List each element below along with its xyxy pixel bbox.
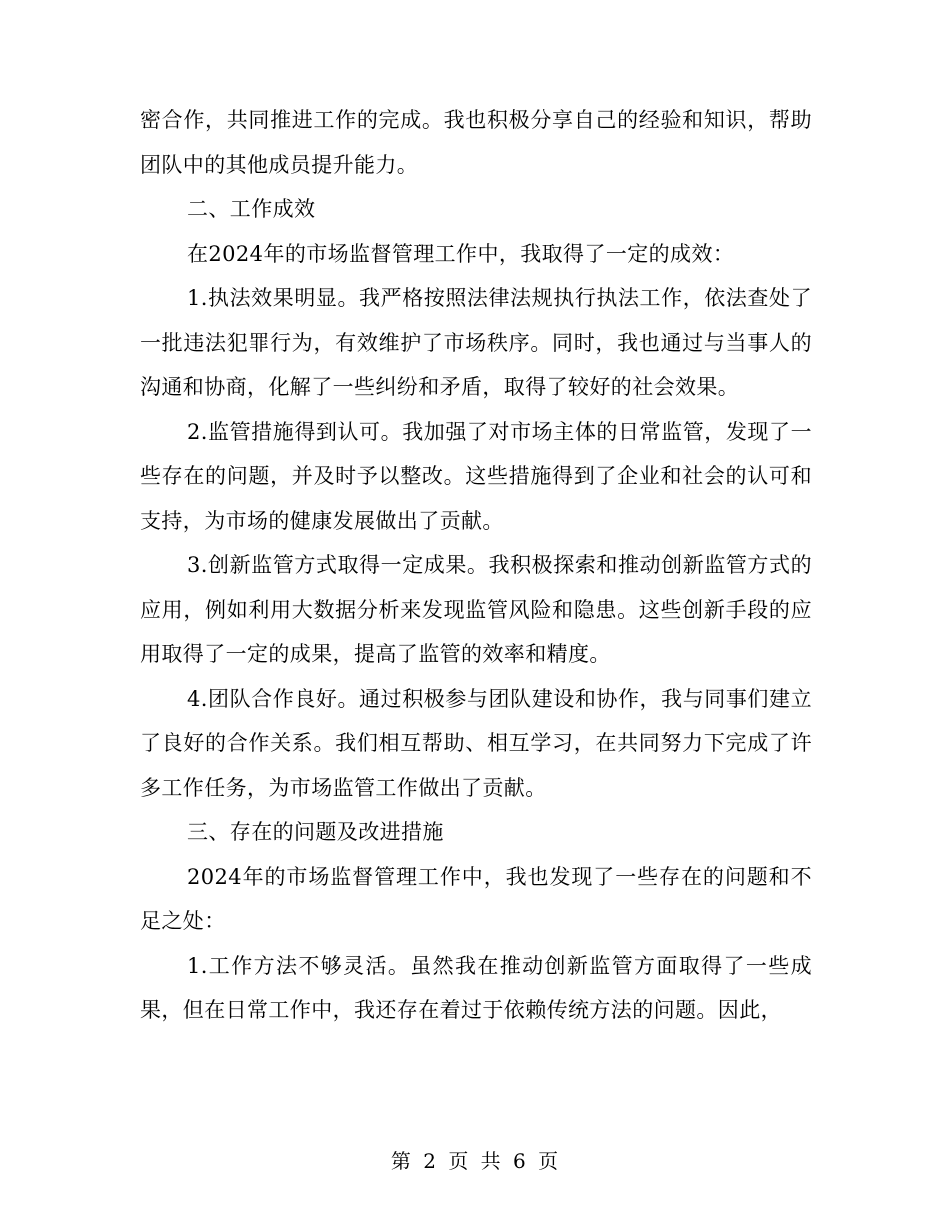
paragraph-problem-1: 1.工作方法不够灵活。虽然我在推动创新监管方面取得了一些成果，但在日常工作中，我还存在着过于依赖传统方法的问题。因此， (140, 953, 812, 1022)
paragraph-result-2: 2.监管措施得到认可。我加强了对市场主体的日常监管，发现了一些存在的问题，并及时予以整改。这些措施得到了企业和社会的认可和支持，为市场的健康发展做出了贡献。 (140, 419, 812, 533)
paragraph-results-intro: 在2024年的市场监督管理工作中，我取得了一定的成效： (187, 241, 735, 266)
document-body (140, 98, 812, 1033)
page-number-footer: 第 2 页 共 6 页 (390, 1149, 560, 1173)
paragraph-problems-intro: 2024年的市场监督管理工作中，我也发现了一些存在的问题和不足之处： (140, 864, 812, 933)
section-heading-work-results: 二、工作成效 (187, 197, 316, 221)
paragraph-result-1: 1.执法效果明显。我严格按照法律法规执行执法工作，依法查处了一批违法犯罪行为，有效维护了市场秩序。同时，我也通过与当事人的沟通和协商，化解了一些纠纷和矛盾，取得了较好的社会效果。 (140, 286, 812, 399)
paragraph-result-3: 3.创新监管方式取得一定成果。我积极探索和推动创新监管方式的应用，例如利用大数据分析来发现监管风险和隐患。这些创新手段的应用取得了一定的成果，提高了监管的效率和精度。 (140, 553, 812, 666)
paragraph-result-4: 4.团队合作良好。通过积极参与团队建设和协作，我与同事们建立了良好的合作关系。我们相互帮助、相互学习，在共同努力下完成了许多工作任务，为市场监管工作做出了贡献。 (140, 686, 812, 800)
paragraph-continuation: 密合作，共同推进工作的完成。我也积极分享自己的经验和知识，帮助团队中的其他成员提升能力。 (140, 108, 812, 177)
section-heading-problems: 三、存在的问题及改进措施 (187, 820, 444, 844)
